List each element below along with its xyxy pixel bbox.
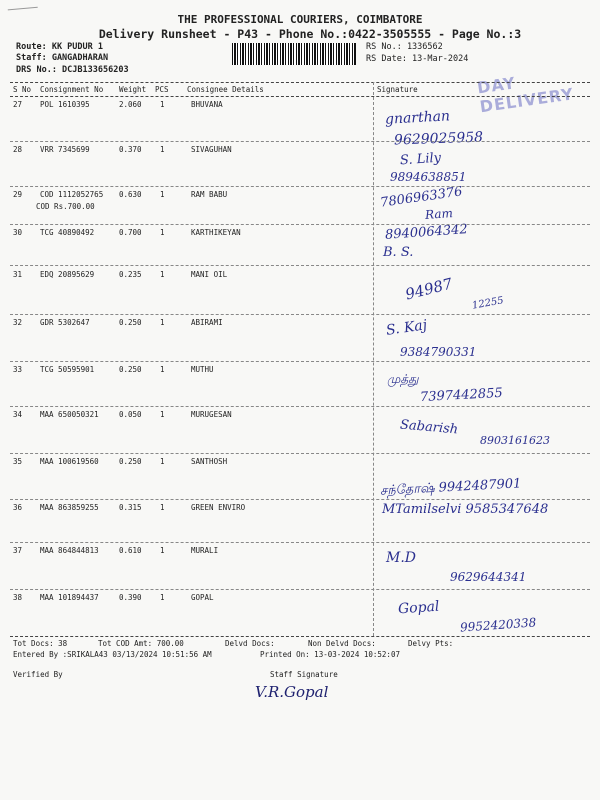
delivery-points: Delvy Pts: xyxy=(408,639,454,648)
row-weight: 0.235 xyxy=(119,270,142,279)
row-consignee: MURUGESAN xyxy=(191,410,232,419)
row-consignee: KARTHIKEYAN xyxy=(191,228,241,237)
row-signature-name: Sabarish xyxy=(399,417,459,438)
row-signature-phone: 9384790331 xyxy=(400,345,477,359)
row-separator xyxy=(10,453,590,454)
row-consignment-no: TCG 50595901 xyxy=(40,365,95,374)
row-consignee: GOPAL xyxy=(191,593,214,602)
row-sno: 27 xyxy=(13,100,23,109)
col-consignee: Consignee Details xyxy=(187,85,264,94)
row-signature-phone: MTamilselvi 9585347648 xyxy=(382,502,549,517)
total-docs: Tot Docs: 38 xyxy=(13,639,68,648)
row-weight: 0.700 xyxy=(119,228,142,237)
row-cod-amount: COD Rs.700.00 xyxy=(36,202,95,211)
row-pcs: 1 xyxy=(160,457,165,466)
row-consignment-no: GDR 5302647 xyxy=(40,318,90,327)
staff-signature-label: Staff Signature xyxy=(270,670,338,679)
row-separator xyxy=(10,141,590,142)
row-weight: 0.630 xyxy=(119,190,142,199)
col-sno: S No xyxy=(13,85,32,94)
row-pcs: 1 xyxy=(160,546,165,555)
row-pcs: 1 xyxy=(160,365,165,374)
verified-by: Verified By xyxy=(13,670,63,679)
printed-on: Printed On: 13-03-2024 10:52:07 xyxy=(260,650,400,659)
row-pcs: 1 xyxy=(160,100,165,109)
row-consignment-no: COD 1112052765 xyxy=(40,190,104,199)
entered-by: Entered By :SRIKALA43 03/13/2024 10:51:56 AM xyxy=(13,650,212,659)
row-sno: 38 xyxy=(13,593,23,602)
row-signature-phone: 9952420338 xyxy=(459,615,537,635)
row-signature-name: M.D xyxy=(386,550,417,566)
rs-number: RS No.: 1336562 xyxy=(366,42,443,52)
staff-signature: V.R.Gopal xyxy=(255,683,329,701)
row-sno: 29 xyxy=(13,190,23,199)
row-consignee: MUTHU xyxy=(191,365,214,374)
row-signature-name: சந்தோஷ் 9942487901 xyxy=(379,476,522,499)
row-consignee: MURALI xyxy=(191,546,219,555)
total-cod: Tot COD Amt: 700.00 xyxy=(98,639,184,648)
table-header-rule xyxy=(10,96,590,97)
row-weight: 2.060 xyxy=(119,100,142,109)
row-signature-phone: 9629644341 xyxy=(450,570,527,584)
row-consignee: RAM BABU xyxy=(191,190,228,199)
row-consignee: SANTHOSH xyxy=(191,457,228,466)
row-pcs: 1 xyxy=(160,145,165,154)
row-signature-name: 94987 xyxy=(403,274,455,304)
row-separator xyxy=(10,224,590,225)
row-weight: 0.610 xyxy=(119,546,142,555)
row-consignment-no: VRR 7345699 xyxy=(40,145,90,154)
row-separator xyxy=(10,589,590,590)
runsheet-title: Delivery Runsheet - P43 - Phone No.:0422-3505555 - Page No.:3 xyxy=(98,27,522,41)
row-consignment-no: MAA 650050321 xyxy=(40,410,99,419)
barcode xyxy=(232,43,356,65)
row-separator xyxy=(10,499,590,500)
row-signature-phone: B. S. xyxy=(383,245,414,260)
delivery-stamp: DAY DELIVERY xyxy=(475,73,576,117)
row-sno: 28 xyxy=(13,145,23,154)
row-sno: 30 xyxy=(13,228,23,237)
row-consignment-no: MAA 101894437 xyxy=(40,593,99,602)
row-separator xyxy=(10,314,590,315)
row-signature-name: S. Lily xyxy=(399,150,442,169)
drs-number: DRS No.: DCJB133656203 xyxy=(16,65,129,75)
row-sno: 34 xyxy=(13,410,23,419)
col-consignment: Consignment No xyxy=(40,85,104,94)
row-signature-name: Gopal xyxy=(397,598,440,618)
table-bottom-rule xyxy=(10,636,590,637)
row-pcs: 1 xyxy=(160,410,165,419)
staff: Staff: GANGADHARAN xyxy=(16,53,109,63)
row-sno: 36 xyxy=(13,503,23,512)
row-pcs: 1 xyxy=(160,190,165,199)
row-consignee: MANI OIL xyxy=(191,270,228,279)
non-delivered-docs: Non Delvd Docs: xyxy=(308,639,376,648)
row-pcs: 1 xyxy=(160,593,165,602)
row-weight: 0.250 xyxy=(119,457,142,466)
row-weight: 0.050 xyxy=(119,410,142,419)
row-sno: 31 xyxy=(13,270,23,279)
row-sno: 35 xyxy=(13,457,23,466)
signature-column-divider xyxy=(373,82,374,636)
row-separator xyxy=(10,542,590,543)
row-signature-name: முத்து xyxy=(387,372,419,386)
row-consignment-no: EDQ 20895629 xyxy=(40,270,95,279)
row-consignee: BHUVANA xyxy=(191,100,223,109)
row-consignee: GREEN ENVIRO xyxy=(191,503,246,512)
row-consignment-no: MAA 100619560 xyxy=(40,457,99,466)
row-separator xyxy=(10,186,590,187)
row-pcs: 1 xyxy=(160,503,165,512)
col-signature: Signature xyxy=(377,85,418,94)
row-separator xyxy=(10,265,590,266)
row-consignment-no: POL 1610395 xyxy=(40,100,90,109)
row-pcs: 1 xyxy=(160,318,165,327)
row-sno: 33 xyxy=(13,365,23,374)
row-sno: 37 xyxy=(13,546,23,555)
row-signature-name: gnarthan xyxy=(384,108,451,128)
row-pcs: 1 xyxy=(160,270,165,279)
row-pcs: 1 xyxy=(160,228,165,237)
row-weight: 0.315 xyxy=(119,503,142,512)
row-signature-phone: 9629025958 xyxy=(393,129,484,149)
row-signature-phone: 12255 xyxy=(471,295,505,312)
row-signature-name: S. Kaj xyxy=(385,317,429,339)
table-top-rule xyxy=(10,82,590,83)
row-signature-phone: 9894638851 xyxy=(390,170,467,184)
row-weight: 0.250 xyxy=(119,318,142,327)
row-sno: 32 xyxy=(13,318,23,327)
row-signature-phone: Ram xyxy=(424,206,454,222)
row-signature-phone: 8903161623 xyxy=(480,434,550,447)
row-consignee: ABIRAMI xyxy=(191,318,223,327)
row-separator xyxy=(10,361,590,362)
row-consignment-no: MAA 863859255 xyxy=(40,503,99,512)
col-pcs: PCS xyxy=(155,85,169,94)
row-consignee: SIVAGUHAN xyxy=(191,145,232,154)
company-name: THE PROFESSIONAL COURIERS, COIMBATORE xyxy=(177,13,423,26)
row-weight: 0.390 xyxy=(119,593,142,602)
row-consignment-no: TCG 40890492 xyxy=(40,228,95,237)
row-consignment-no: MAA 864844813 xyxy=(40,546,99,555)
rs-date: RS Date: 13-Mar-2024 xyxy=(366,54,469,64)
row-weight: 0.370 xyxy=(119,145,142,154)
col-weight: Weight xyxy=(119,85,147,94)
delivered-docs: Delvd Docs: xyxy=(225,639,275,648)
row-signature-name: 7806963376 xyxy=(379,184,464,211)
row-signature-phone: 7397442855 xyxy=(419,385,504,406)
row-weight: 0.250 xyxy=(119,365,142,374)
route: Route: KK PUDUR 1 xyxy=(16,42,103,52)
row-signature-name: 8940064342 xyxy=(384,222,469,243)
row-separator xyxy=(10,406,590,407)
